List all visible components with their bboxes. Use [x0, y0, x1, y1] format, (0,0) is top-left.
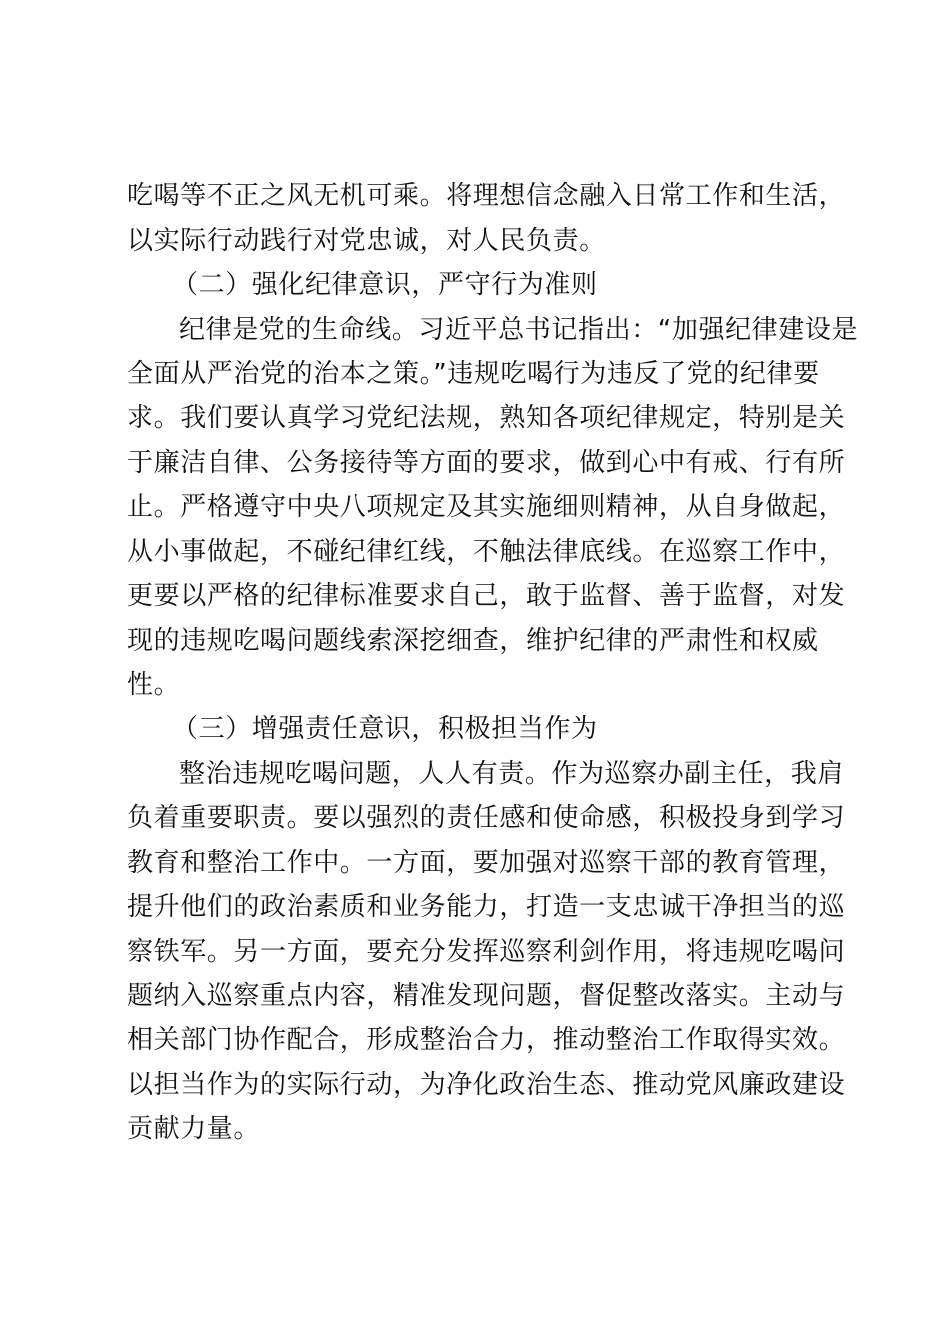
- body-text-line: 整治违规吃喝问题，人人有责。作为巡察办副主任，我肩: [179, 759, 845, 789]
- body-text-line: 提升他们的政治素质和业务能力，打造一支忠诚干净担当的巡: [127, 892, 846, 922]
- body-text-line: 吃喝等不正之风无机可乘。将理想信念融入日常工作和生活，: [127, 181, 846, 211]
- section-heading: （三）增强责任意识，积极担当作为: [172, 714, 598, 744]
- body-text-line: 贡献力量。: [127, 1114, 261, 1144]
- body-text-line: 题纳入巡察重点内容，精准发现问题，督促整改落实。主动与: [127, 981, 846, 1011]
- body-text-line: 于廉洁自律、公务接待等方面的要求，做到心中有戒、行有所: [127, 448, 846, 478]
- body-text-line: 全面从严治党的治本之策。”违规吃喝行为违反了党的纪律要: [127, 359, 820, 389]
- body-text-line: 求。我们要认真学习党纪法规，熟知各项纪律规定，特别是关: [127, 403, 846, 433]
- body-text-line: 止。严格遵守中央八项规定及其实施细则精神，从自身做起，: [127, 492, 846, 522]
- body-text-line: 以实际行动践行对党忠诚，对人民负责。: [127, 226, 606, 256]
- body-text-line: 教育和整治工作中。一方面，要加强对巡察干部的教育管理，: [127, 848, 846, 878]
- body-text-line: 从小事做起，不碰纪律红线，不触法律底线。在巡察工作中，: [127, 537, 846, 567]
- body-text-line: 现的违规吃喝问题线索深挖细查，维护纪律的严肃性和权威: [127, 626, 819, 656]
- body-text-line: 纪律是党的生命线。习近平总书记指出：“加强纪律建设是: [179, 315, 859, 345]
- body-text-line: 负着重要职责。要以强烈的责任感和使命感，积极投身到学习: [127, 803, 846, 833]
- body-text-line: 性。: [127, 670, 181, 700]
- body-text-line: 以担当作为的实际行动，为净化政治生态、推动党风廉政建设: [127, 1070, 846, 1100]
- body-text-line: 更要以严格的纪律标准要求自己，敢于监督、善于监督，对发: [127, 581, 846, 611]
- section-heading: （二）强化纪律意识，严守行为准则: [172, 270, 598, 300]
- body-text-line: 察铁军。另一方面，要充分发挥巡察利剑作用，将违规吃喝问: [127, 937, 846, 967]
- body-text-line: 相关部门协作配合，形成整治合力，推动整治工作取得实效。: [127, 1025, 846, 1055]
